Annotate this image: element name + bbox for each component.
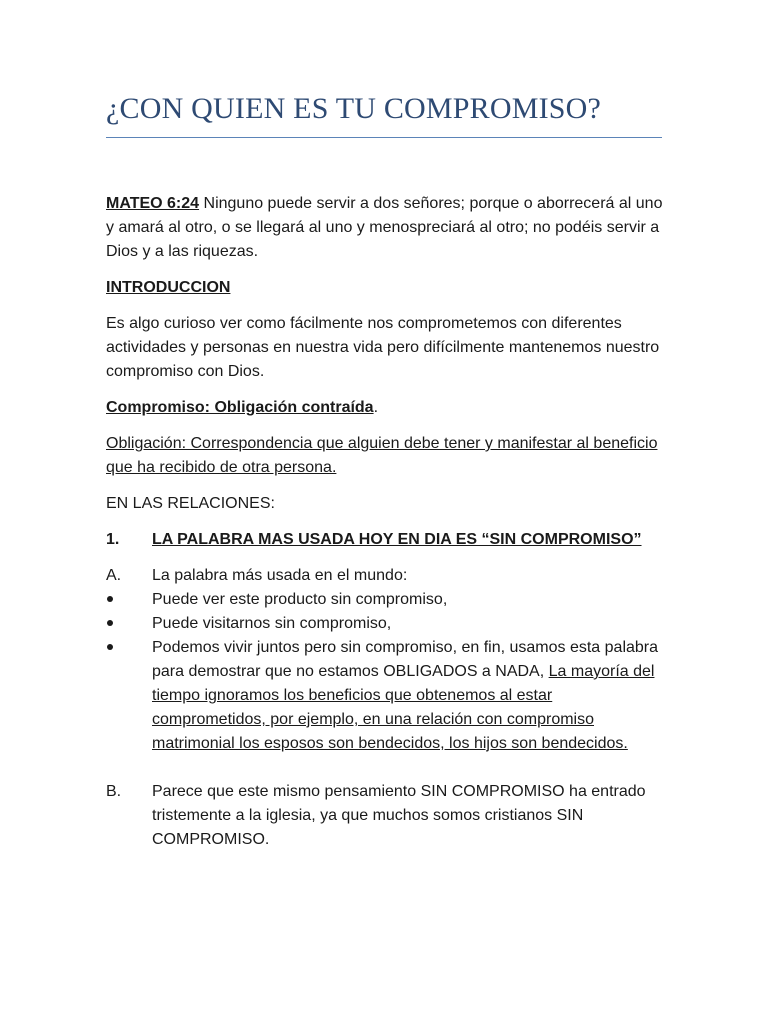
intro-heading-text: INTRODUCCION: [106, 279, 231, 296]
numbered-point-1: [106, 528, 666, 552]
definition-compromiso: [106, 396, 666, 420]
point-number: 1.: [106, 531, 120, 548]
intro-paragraph: Es algo curioso ver como fácilmente nos comprometemos con diferentes actividades y personas en nuestra vida pero difícilmente mantenemos nuestro compromiso con Dios.: [106, 315, 660, 380]
definition-obligacion-text: Obligación: Correspondencia que alguien debe tener y manifestar al beneficio que ha recibido de otra persona.: [106, 435, 658, 476]
verse-paragraph: [106, 192, 666, 264]
sub-point-letter: B.: [106, 783, 122, 800]
definition-compromiso-text: Compromiso: Obligación contraída: [106, 399, 374, 416]
bullet-plain-text: Podemos vivir juntos pero sin compromiso, en fin, usamos esta palabra para demostrar que no estamos OBLIGADOS a NADA,: [152, 639, 659, 680]
point-heading: LA PALABRA MAS USADA HOY EN DIA ES “SIN COMPROMISO”: [152, 531, 642, 548]
bullet-underlined-text: La mayoría del tiempo ignoramos los beneficios que obtenemos al estar comprometidos, por ejemplo, en una relación con compromiso matrimonial los esposos son bendecidos, los hijos son bendecidos.: [152, 663, 655, 752]
bullet-dot-icon: [106, 612, 152, 636]
bullet-dot-icon: [106, 588, 152, 612]
verse-reference: MATEO 6:24: [106, 195, 200, 212]
sub-point-text: La palabra más usada en el mundo:: [152, 567, 408, 584]
sub-point-text: Parece que este mismo pensamiento SIN COMPROMISO ha entrado tristemente a la iglesia, ya que muchos somos cristianos SIN COMPROMISO.: [152, 783, 646, 848]
bullet-item: [106, 588, 666, 612]
definition-obligacion: [106, 432, 666, 480]
bullet-text: Puede ver este producto sin compromiso,: [152, 591, 448, 608]
title-divider: [106, 137, 662, 138]
bullet-item: [106, 612, 666, 636]
bullet-text: Puede visitarnos sin compromiso,: [152, 615, 392, 632]
sub-point-b: [106, 780, 666, 852]
definition-compromiso-period: .: [373, 399, 379, 416]
bullet-item: [106, 636, 666, 756]
sub-point-a: [106, 564, 666, 588]
bullet-text: [152, 636, 666, 756]
bullet-dot-icon: [106, 636, 152, 756]
verse-text: Ninguno puede servir a dos señores; porque o aborrecerá al uno y amará al otro, o se llegará al uno y menospreciará al otro; no podéis servir a Dios y a las riquezas.: [106, 195, 663, 260]
page-title: ¿CON QUIEN ES TU COMPROMISO?: [106, 92, 602, 125]
sub-point-letter: A.: [106, 567, 122, 584]
document-body: [106, 192, 666, 852]
intro-heading: [106, 276, 666, 300]
section-label: EN LAS RELACIONES:: [106, 495, 275, 512]
